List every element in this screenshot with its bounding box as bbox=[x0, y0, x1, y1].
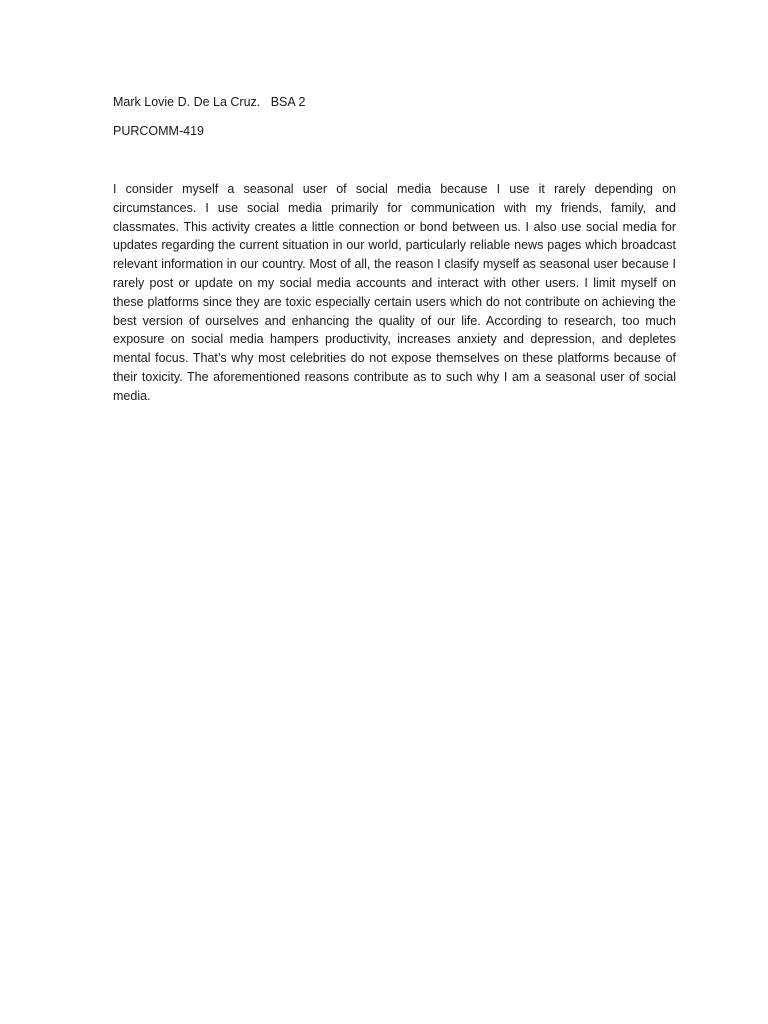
author-line: Mark Lovie D. De La Cruz. BSA 2 bbox=[113, 95, 306, 109]
course-code: PURCOMM-419 bbox=[113, 124, 204, 138]
essay-paragraph: I consider myself a seasonal user of social media because I use it rarely depending on circumstances. I use social media primarily for communication with my friends, family, and classmates. This activity creates a little connection or bond between us. I also use social media for updates regarding the current situation in our world, particularly reliable news pages which broadcast relevant information in our country. Most of all, the reason I clasify myself as seasonal user because I rarely post or update on my social media accounts and interact with other users. I limit myself on these platforms since they are toxic especially certain users which do not contribute on achieving the best version of ourselves and enhancing the quality of our life. According to research, too much exposure on social media hampers productivity, increases anxiety and depression, and depletes mental focus. That’s why most celebrities do not expose themselves on these platforms because of their toxicity. The aforementioned reasons contribute as to such why I am a seasonal user of social media. bbox=[113, 182, 676, 403]
